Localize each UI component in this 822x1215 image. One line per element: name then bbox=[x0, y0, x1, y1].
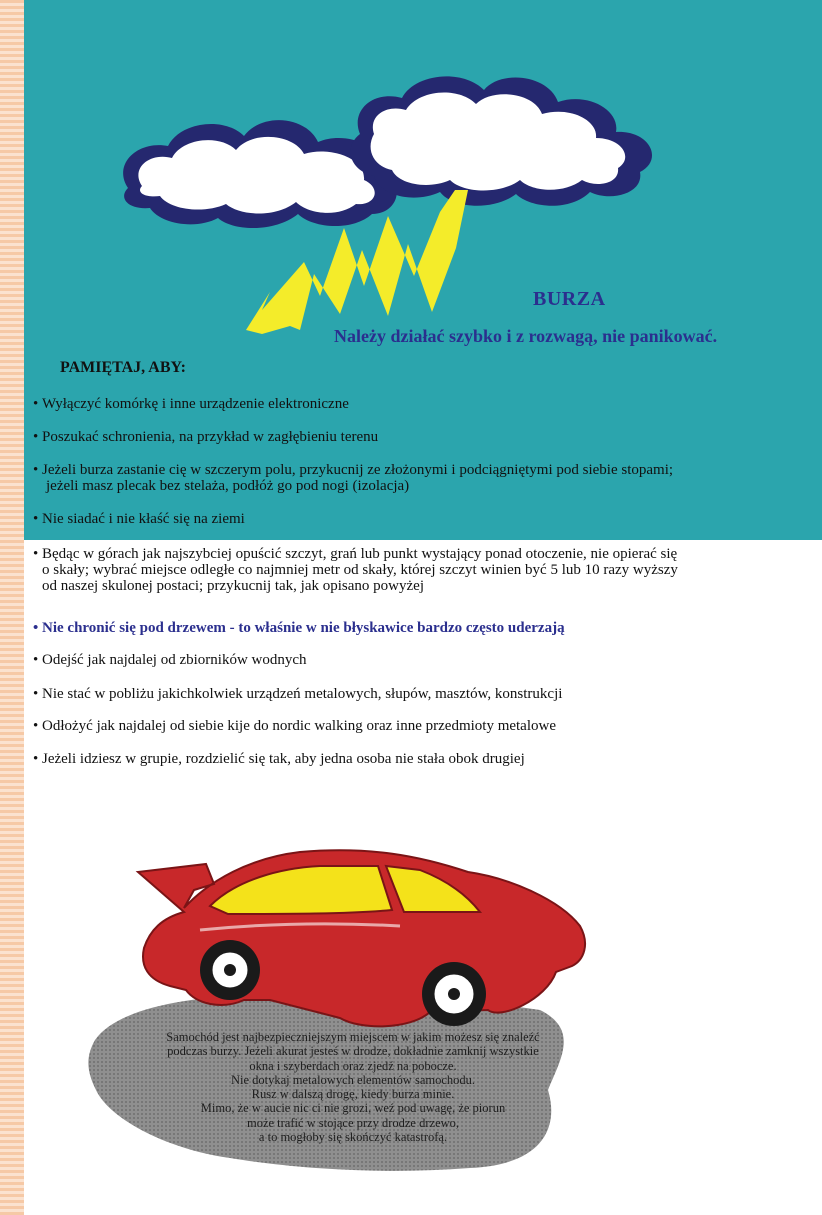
list-item: • Odejść jak najdalej od zbiorników wodnych bbox=[33, 652, 307, 668]
list-item: • Nie stać w pobliżu jakichkolwiek urządzeń metalowych, słupów, masztów, konstrukcji bbox=[33, 686, 563, 702]
list-item-highlight: • Nie chronić się pod drzewem - to właśnie w nie błyskawice bardzo często uderzają bbox=[33, 620, 565, 636]
list-item: • Wyłączyć komórkę i inne urządzenie elektroniczne bbox=[33, 396, 349, 412]
front-wheel-icon bbox=[422, 962, 486, 1026]
rear-wheel-icon bbox=[200, 940, 260, 1000]
list-item: • Nie siadać i nie kłaść się na ziemi bbox=[33, 511, 245, 527]
remember-heading: PAMIĘTAJ, ABY: bbox=[60, 359, 186, 376]
car-safety-note: Samochód jest najbezpieczniejszym miejscem w jakim możesz się znaleźć podczas burzy. Jeżeli akurat jesteś w drodze, dokładnie zamknij wszystkie okna i szyberdach oraz zjedź na pobocze. Nie dotykaj metalowych elementów samochodu. Rusz w dalszą drogę, kiedy burza minie. Mimo, że w aucie nic ci nie grozi, weź pod uwagę, że piorun może trafić w stojące przy drodze drzewo, a to mogłoby się skończyć katastrofą. bbox=[166, 1030, 540, 1145]
list-item: • Jeżeli idziesz w grupie, rozdzielić się tak, aby jedna osoba nie stała obok drugiej bbox=[33, 751, 525, 767]
list-item: • Poszukać schronienia, na przykład w zagłębieniu terenu bbox=[33, 429, 379, 445]
list-item: • Odłożyć jak najdalej od siebie kije do nordic walking oraz inne przedmioty metalowe bbox=[33, 718, 556, 734]
red-car-icon bbox=[138, 850, 585, 1026]
page-subtitle: Należy działać szybko i z rozwagą, nie panikować. bbox=[334, 326, 718, 346]
list-item: • Będąc w górach jak najszybciej opuścić szczyt, grań lub punkt wystający ponad otoczenie, nie opierać się o skały; wybrać miejsce odległe co najmniej metr od skały, której szczyt winien być 5 lub 10 razy wyższy od naszej skulonej postaci; przykucnij tak, jak opisano powyżej bbox=[33, 546, 678, 594]
list-item: • Jeżeli burza zastanie cię w szczerym polu, przykucnij ze złożonymi i podciągniętymi pod siebie stopami; jeżeli masz plecak bez stelaża, podłóż go pod nogi (izolacja) bbox=[33, 462, 674, 494]
page-title: BURZA bbox=[533, 288, 606, 310]
